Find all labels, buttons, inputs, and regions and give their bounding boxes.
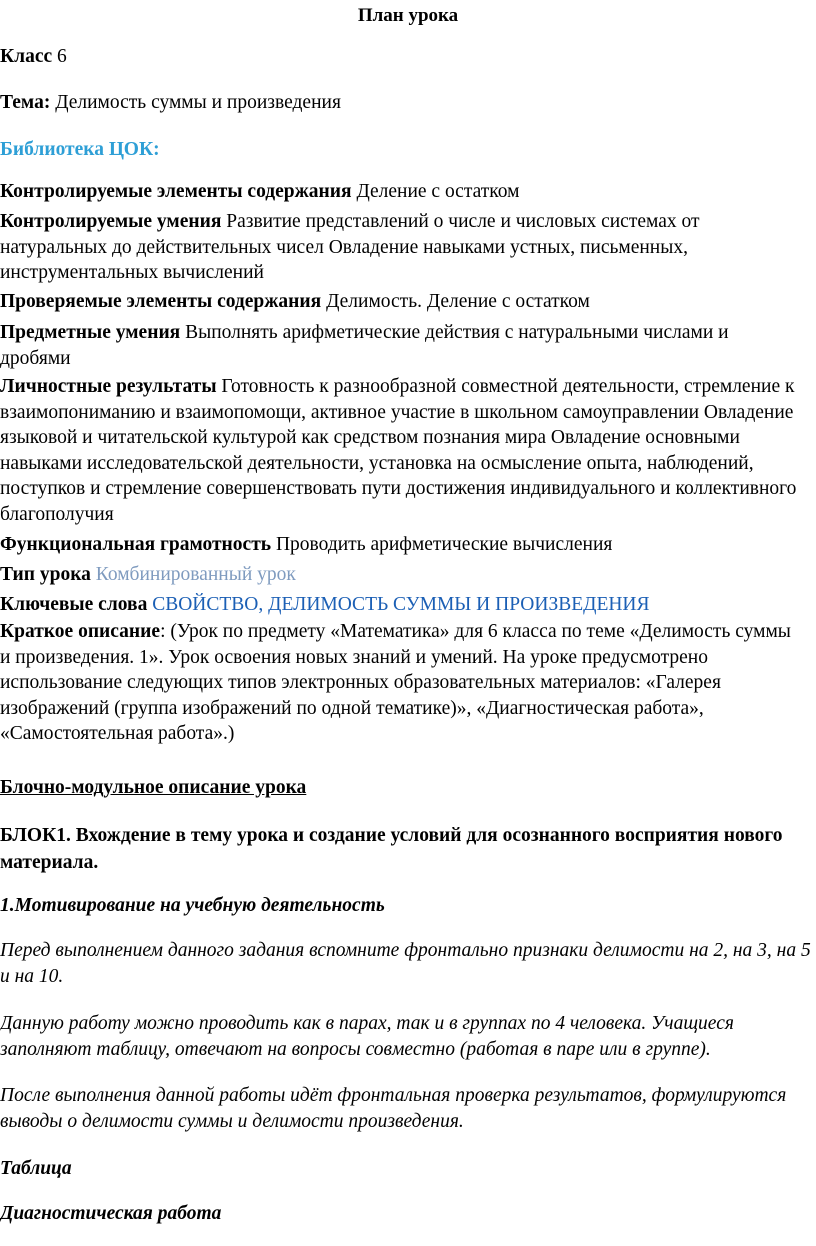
skills-paragraph <box>0 209 790 286</box>
page-title: План урока <box>357 5 459 26</box>
personal-results-label: Личностные результаты <box>0 376 217 397</box>
diagnostic-work-label: Диагностическая работа <box>0 1203 222 1224</box>
class-value: 6 <box>52 46 67 67</box>
keywords-label: Ключевые слова <box>0 594 148 615</box>
class-label: Класс <box>0 46 53 67</box>
motivation-heading: 1.Мотивирование на учебную деятельность <box>0 895 385 916</box>
topic-value: Делимость суммы и произведения <box>50 92 341 113</box>
functional-literacy-line <box>0 532 800 558</box>
elements-content-value: Деление с остатком <box>351 181 520 202</box>
library-heading: Библиотека ЦОК: <box>0 139 160 160</box>
subject-skills-label: Предметные умения <box>0 322 181 343</box>
lesson-type-label: Тип урока <box>0 564 91 585</box>
instruction-paragraph-2: Данную работу можно проводить как в парах, так и в группах по 4 человека. Учащиеся заполняют таблицу, отвечают на вопросы совместно (работая в паре или в группе). <box>0 1013 734 1060</box>
skills-label: Контролируемые умения <box>0 211 222 232</box>
functional-literacy-label: Функциональная грамотность <box>0 534 272 555</box>
subject-skills-value: Выполнять арифметические действия с натуральными числами и дробями <box>0 322 729 369</box>
instruction-paragraph-1: Перед выполнением данного задания вспомните фронтально признаки делимости на 2, на 3, на 5 и на 10. <box>0 940 811 987</box>
block-module-heading: Блочно-модульное описание урока <box>0 777 307 798</box>
lesson-type-value: Комбинированный урок <box>90 564 296 585</box>
topic-label: Тема: <box>0 92 51 113</box>
lesson-type-line <box>0 562 800 588</box>
short-description-paragraph <box>0 619 798 747</box>
elements-content-line <box>0 179 800 205</box>
personal-results-paragraph <box>0 374 798 527</box>
short-description-label: Краткое описание <box>0 621 161 642</box>
block1-heading: БЛОК1. Вхождение в тему урока и создание условий для осознанного восприятия нового материала. <box>0 825 783 873</box>
subject-skills-paragraph <box>0 320 795 371</box>
checked-elements-value: Делимость. Деление с остатком <box>321 291 590 312</box>
instruction-paragraph-3: После выполнения данной работы идёт фронтальная проверка результатов, формулируются выводы о делимости суммы и делимости произведения. <box>0 1085 787 1132</box>
short-description-value: : (Урок по предмету «Математика» для 6 класса по теме «Делимость суммы и произведения. 1». Урок освоения новых знаний и умений. На уроке предусмотрено использование следующих типов электронных образовательных материалов: «Галерея изображений (группа изображений по одной тематике)», «Диагностическая работа», «Самостоятельная работа».) <box>0 621 791 744</box>
skills-value: Развитие представлений о числе и числовых системах от натуральных до действительных чисел Овладение навыками устных, письменных, инструментальных вычислений <box>0 211 700 283</box>
checked-elements-label: Проверяемые элементы содержания <box>0 291 322 312</box>
keywords-value: СВОЙСТВО, ДЕЛИМОСТЬ СУММЫ И ПРОИЗВЕДЕНИЯ <box>147 594 650 615</box>
personal-results-value: Готовность к разнообразной совместной деятельности, стремление к взаимопониманию и взаимопомощи, активное участие в школьном самоуправлении Овладение языковой и читательской культурой как средством познания мира Овладение основными навыками исследовательской деятельности, установка на осмысление опыта, наблюдений, поступков и стремление совершенствовать пути достижения индивидуального и коллективного благополучия <box>0 376 797 525</box>
class-line <box>0 44 800 70</box>
keywords-line <box>0 592 800 618</box>
table-label: Таблица <box>0 1158 72 1179</box>
checked-elements-line <box>0 289 800 315</box>
elements-content-label: Контролируемые элементы содержания <box>0 181 352 202</box>
topic-line <box>0 90 800 116</box>
functional-literacy-value: Проводить арифметические вычисления <box>271 534 613 555</box>
